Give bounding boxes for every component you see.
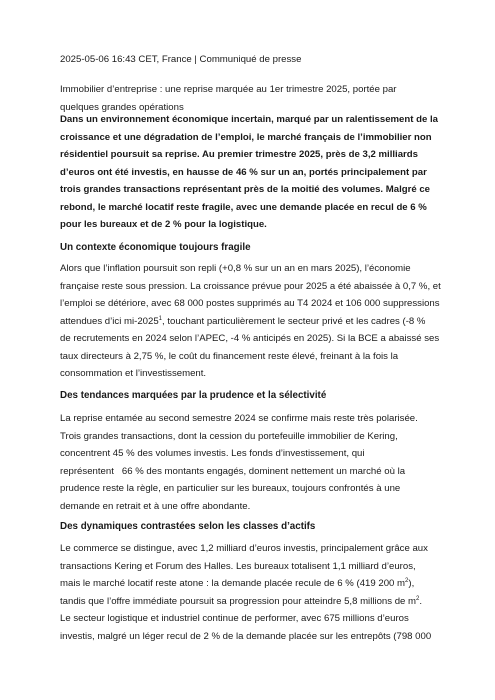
section-paragraph-economic-context	[60, 260, 440, 383]
paragraph-line: l’emploi se détériore, avec 68 000 postes supprimés au T4 2024 et 106 000 suppressions	[60, 298, 440, 309]
line-text: mais le marché locatif reste atone : la demande placée recule de 6 % (419 200 m	[60, 578, 406, 589]
lead-line: d’euros ont été investis, en hausse de 46 % sur un an, portés principalement par	[60, 166, 427, 178]
footnote-mark: 1	[158, 315, 163, 322]
paragraph-line: demande en retrait et à une offre abondante.	[60, 500, 251, 512]
paragraph-line: prudence reste la règle, en particulier sur les bureaux, toujours confrontés à une	[60, 483, 401, 494]
paragraph-line	[60, 575, 440, 593]
paragraph-line: consommation et l’investissement.	[60, 368, 207, 379]
paragraph-line: Le secteur logistique et industriel continue de performer, avec 675 millions d’euros	[60, 613, 409, 624]
paragraph-line: Alors que l’inflation poursuit son repli (+0,8 % sur un an en mars 2025), l’économie	[60, 263, 411, 274]
paragraph-line: taux directeurs à 2,75 %, le coût du financement reste élevé, freinant à la fois la	[60, 350, 399, 362]
paragraph-line: La reprise entamée au second semestre 2024 se confirme mais reste très polarisée.	[60, 413, 418, 424]
paragraph-line: transactions Kering et Forum des Halles. Les bureaux totalisent 1,1 milliard d’euros,	[60, 560, 416, 572]
section-heading-economic-context: Un contexte économique toujours fragile	[60, 242, 251, 253]
lead-line: résidentiel poursuit sa reprise. Au premier trimestre 2025, près de 3,2 milliards	[60, 149, 418, 160]
paragraph-line	[60, 593, 440, 611]
subtitle-line: quelques grandes opérations	[60, 101, 184, 113]
lead-line: rebond, le marché locatif reste fragile, avec une demande placée en recul de 6 %	[60, 201, 427, 213]
section-heading-trends: Des tendances marquées par la prudence et la sélectivité	[60, 390, 327, 401]
line-text: .	[419, 595, 423, 607]
lead-paragraph	[60, 111, 440, 234]
lead-line: trois grandes transactions représentant près de la moitié des volumes. Malgré ce	[60, 184, 431, 195]
line-text: , touchant particulièrement le secteur privé et les cadres (-8 %	[162, 315, 426, 327]
lead-line: pour les bureaux et de 2 % pour la logistique.	[60, 219, 267, 230]
section-paragraph-asset-classes	[60, 540, 440, 645]
paragraph-line: concentrent 45 % des volumes investis. Les fonds d’investissement, qui	[60, 448, 365, 459]
paragraph-line: Trois grandes transactions, dont la cession du portefeuille immobilier de Kering,	[60, 430, 398, 442]
paragraph-line	[60, 313, 440, 331]
superscript-squared: 2	[416, 595, 420, 602]
paragraph-line: de recrutements en 2024 selon l’APEC, -4 % anticipés en 2025). Si la BCE a abaissé ses	[60, 333, 440, 344]
section-paragraph-trends	[60, 410, 440, 515]
line-text: ),	[408, 578, 415, 589]
superscript-squared: 2	[405, 578, 409, 584]
line-text: tandis que l’offre immédiate poursuit sa progression pour atteindre 5,8 millions de m	[60, 595, 417, 607]
subtitle-line: Immobilier d’entreprise : une reprise marquée au 1er trimestre 2025, portée par	[60, 84, 397, 95]
lead-line: croissance et une dégradation de l’emploi, le marché français de l’immobilier non	[60, 131, 432, 143]
lead-line: Dans un environnement économique incertain, marqué par un ralentissement de la	[60, 114, 438, 125]
paragraph-line: investis, malgré un léger recul de 2 % de la demande placée sur les entrepôts (798 000	[60, 630, 432, 642]
dateline: 2025-05-06 16:43 CET, France | Communiqué de presse	[60, 54, 302, 65]
paragraph-line: française reste sous pression. La croissance prévue pour 2025 a été abaissée à 0,7 %, et	[60, 280, 441, 292]
paragraph-line: Le commerce se distingue, avec 1,2 milliard d’euros investis, principalement grâce aux	[60, 543, 428, 554]
section-heading-asset-classes: Des dynamiques contrastées selon les classes d’actifs	[60, 521, 316, 532]
line-text: attendues d’ici mi-2025	[60, 315, 159, 327]
paragraph-line: représentent 66 % des montants engagés, dominent nettement un marché où la	[60, 465, 406, 477]
